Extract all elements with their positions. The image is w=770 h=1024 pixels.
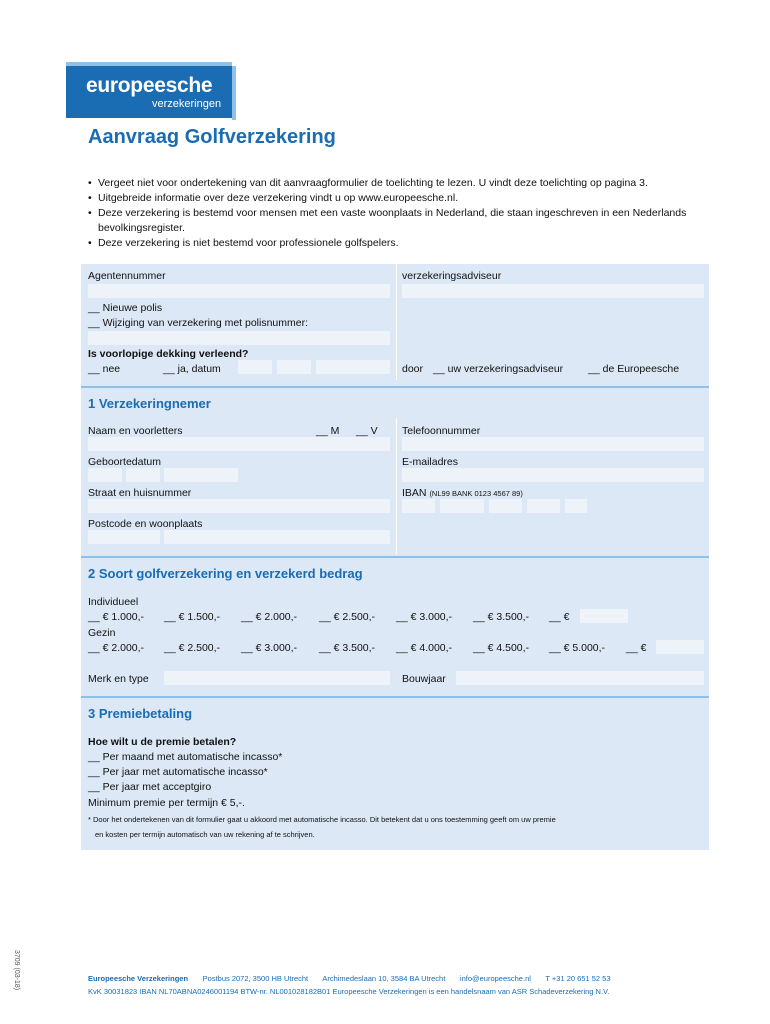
by-company-checkbox[interactable]: __ de Europeesche — [588, 363, 680, 375]
change-policy-checkbox[interactable]: __ Wijziging van verzekering met polisnummer: — [88, 317, 309, 329]
individual-amount-checkbox[interactable]: __ € 1.500,- — [164, 611, 221, 623]
birth-label: Geboortedatum — [88, 456, 161, 468]
street-label: Straat en huisnummer — [88, 487, 192, 499]
phone-input[interactable] — [402, 437, 704, 451]
advisor-input[interactable] — [402, 284, 704, 298]
footer-line-2: KvK 30031823 IBAN NL70ABNA0246001194 BTW-nr. NL001028182B01 Europeesche Verzekeringen is een handelsnaam van ASR Schadeverzekering N.V. — [88, 987, 610, 996]
individual-other-amount-input[interactable] — [580, 609, 628, 623]
coverage-no-checkbox[interactable]: __ nee — [88, 363, 121, 375]
individual-amount-checkbox[interactable]: __ € 2.500,- — [319, 611, 376, 623]
family-amount-checkbox[interactable]: __ € 3.500,- — [319, 642, 376, 654]
agent-input[interactable] — [88, 284, 390, 298]
postcode-label: Postcode en woonplaats — [88, 518, 203, 530]
family-amount-checkbox[interactable]: __ € 5.000,- — [549, 642, 606, 654]
gender-v-checkbox[interactable]: __ V — [356, 425, 378, 437]
family-other-amount-input[interactable] — [656, 640, 704, 654]
city-input[interactable] — [164, 530, 390, 544]
iban-label: IBAN (NL99 BANK 0123 4567 89) — [402, 487, 523, 499]
brand-input[interactable] — [164, 671, 390, 685]
iban-input-4[interactable] — [527, 499, 560, 513]
pay-yearly-giro-checkbox[interactable]: __ Per jaar met acceptgiro — [88, 781, 212, 793]
gender-m-checkbox[interactable]: __ M — [316, 425, 340, 437]
family-amount-checkbox[interactable]: __ € 2.500,- — [164, 642, 221, 654]
date-day-input[interactable] — [238, 360, 272, 374]
pay-monthly-checkbox[interactable]: __ Per maand met automatische incasso* — [88, 751, 283, 763]
page-title: Aanvraag Golfverzekering — [88, 126, 336, 148]
iban-input-1[interactable] — [402, 499, 435, 513]
by-label: door — [402, 363, 424, 375]
coverage-yes-checkbox[interactable]: __ ja, datum — [163, 363, 221, 375]
policy-number-input[interactable] — [88, 331, 390, 345]
individual-amount-checkbox[interactable]: __ € — [549, 611, 570, 623]
email-input[interactable] — [402, 468, 704, 482]
birth-day-input[interactable] — [88, 468, 122, 482]
individual-amount-checkbox[interactable]: __ € 3.500,- — [473, 611, 530, 623]
logo-sub: verzekeringen — [152, 98, 222, 110]
section-1-title: 1 Verzekeringnemer — [88, 396, 211, 411]
payment-question: Hoe wilt u de premie betalen? — [88, 736, 237, 748]
iban-input-3[interactable] — [489, 499, 522, 513]
section-3-title: 3 Premiebetaling — [88, 706, 193, 721]
minimum-premium: Minimum premie per termijn € 5,-. — [88, 797, 245, 809]
street-input[interactable] — [88, 499, 390, 513]
family-amount-checkbox[interactable]: __ € — [626, 642, 647, 654]
email-label: E-mailadres — [402, 456, 459, 468]
family-amount-checkbox[interactable]: __ € 2.000,- — [88, 642, 145, 654]
date-year-input[interactable] — [316, 360, 390, 374]
date-month-input[interactable] — [277, 360, 311, 374]
intro-list — [88, 176, 708, 251]
family-label: Gezin — [88, 627, 116, 639]
footnote-line-2: en kosten per termijn automatisch van uw rekening af te schrijven. — [95, 830, 315, 839]
postcode-input[interactable] — [88, 530, 160, 544]
year-label: Bouwjaar — [402, 673, 446, 685]
family-amount-checkbox[interactable]: __ € 4.500,- — [473, 642, 530, 654]
intro-item: • Deze verzekering is bestemd voor mensen met een vaste woonplaats in Nederland, die staan ingeschreven in een Nederlands bevolkingsregister. — [88, 206, 708, 236]
footer-line-1: Europeesche Verzekeringen Postbus 2072, 3500 HB Utrecht Archimedeslaan 10, 3584 BA Utrecht info@europeesche.nl T +31 20 651 52 53 — [88, 974, 611, 983]
coverage-question: Is voorlopige dekking verleend? — [88, 348, 249, 360]
logo-brand: europeesche — [86, 74, 213, 97]
intro-item: • Deze verzekering is niet bestemd voor professionele golfspelers. — [88, 236, 708, 251]
birth-month-input[interactable] — [126, 468, 160, 482]
name-input[interactable] — [88, 437, 390, 451]
intro-item: • Uitgebreide informatie over deze verzekering vindt u op www.europeesche.nl. — [88, 191, 708, 206]
section-2-title: 2 Soort golfverzekering en verzekerd bedrag — [88, 566, 363, 581]
pay-yearly-incasso-checkbox[interactable]: __ Per jaar met automatische incasso* — [88, 766, 268, 778]
form-code: 3709 (03-18) — [13, 950, 20, 991]
advisor-label: verzekeringsadviseur — [402, 270, 502, 282]
name-label: Naam en voorletters — [88, 425, 183, 437]
footnote-line-1: * Door het ondertekenen van dit formulier gaat u akkoord met automatische incasso. Dit betekent dat u ons toestemming geeft om uw premie — [88, 815, 556, 824]
company-logo — [66, 62, 236, 120]
individual-amount-checkbox[interactable]: __ € 2.000,- — [241, 611, 298, 623]
individual-label: Individueel — [88, 596, 139, 608]
individual-amount-checkbox[interactable]: __ € 1.000,- — [88, 611, 145, 623]
phone-label: Telefoonnummer — [402, 425, 481, 437]
iban-input-2[interactable] — [440, 499, 484, 513]
agent-label: Agentennummer — [88, 270, 166, 282]
year-input[interactable] — [456, 671, 704, 685]
family-amount-checkbox[interactable]: __ € 4.000,- — [396, 642, 453, 654]
family-amount-checkbox[interactable]: __ € 3.000,- — [241, 642, 298, 654]
individual-amount-checkbox[interactable]: __ € 3.000,- — [396, 611, 453, 623]
intro-item: • Vergeet niet voor ondertekening van dit aanvraagformulier de toelichting te lezen. U vindt deze toelichting op pagina 3. — [88, 176, 708, 191]
by-advisor-checkbox[interactable]: __ uw verzekeringsadviseur — [433, 363, 564, 375]
birth-year-input[interactable] — [164, 468, 238, 482]
new-policy-checkbox[interactable]: __ Nieuwe polis — [88, 302, 163, 314]
iban-input-5[interactable] — [565, 499, 587, 513]
brand-label: Merk en type — [88, 673, 149, 685]
